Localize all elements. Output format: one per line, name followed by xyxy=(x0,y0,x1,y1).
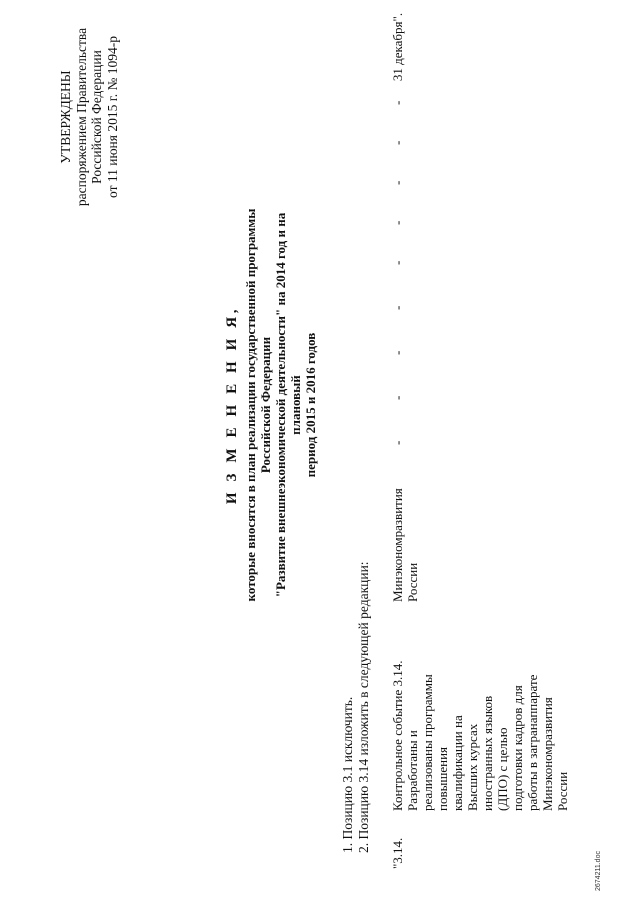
control-event-description: Разработаны и реализованы программы повышения квалификации на Высших курсах иностранных языков (ДПО) с целью подготовки кадров для работы в загранаппарате Минэкономразвития России xyxy=(405,674,570,811)
empty-cell-dash: - xyxy=(390,350,405,355)
approval-line-3: Российской Федерации xyxy=(89,50,104,184)
file-reference: 2674211.doc xyxy=(595,851,602,891)
title-heading: И З М Е Н Е Н И Я, xyxy=(224,305,240,505)
empty-cell-dash: - xyxy=(390,100,405,105)
empty-cell-dash: - xyxy=(390,260,405,265)
approval-stamp xyxy=(58,0,120,237)
empty-cell-dash: - xyxy=(390,220,405,225)
empty-cell-dash: - xyxy=(390,180,405,185)
empty-cell-dash: - xyxy=(390,305,405,310)
empty-cell-dash: - xyxy=(390,440,405,445)
control-event-title: Контрольное событие 3.14. xyxy=(390,660,405,811)
change-item-2: 2. Позицию 3.14 изложить в следующей редакции: xyxy=(356,561,371,853)
title-line-2: "Развитие внешнеэкономической деятельности" на 2014 год и на плановый xyxy=(273,212,303,598)
responsible-agency: Минэкономразвития России xyxy=(390,488,420,602)
plan-table-row xyxy=(390,0,570,905)
approval-line-4: от 11 июня 2015 г. № 1094-р xyxy=(104,36,120,198)
approval-line-1: УТВЕРЖДЕНЫ xyxy=(58,70,73,164)
empty-cell-dash: - xyxy=(390,140,405,145)
title-line-1: которые вносятся в план реализации государственной программы Российской Федерации xyxy=(243,208,273,602)
empty-cell-dash: - xyxy=(390,395,405,400)
change-item-1: 1. Позицию 3.1 исключить. xyxy=(340,696,355,853)
position-number: "3.14. xyxy=(390,837,405,869)
completion-date: 31 декабря". xyxy=(390,12,405,82)
approval-line-2: распоряжением Правительства xyxy=(73,27,89,207)
document-title xyxy=(224,205,318,605)
title-line-3: период 2015 и 2016 годов xyxy=(303,332,318,478)
